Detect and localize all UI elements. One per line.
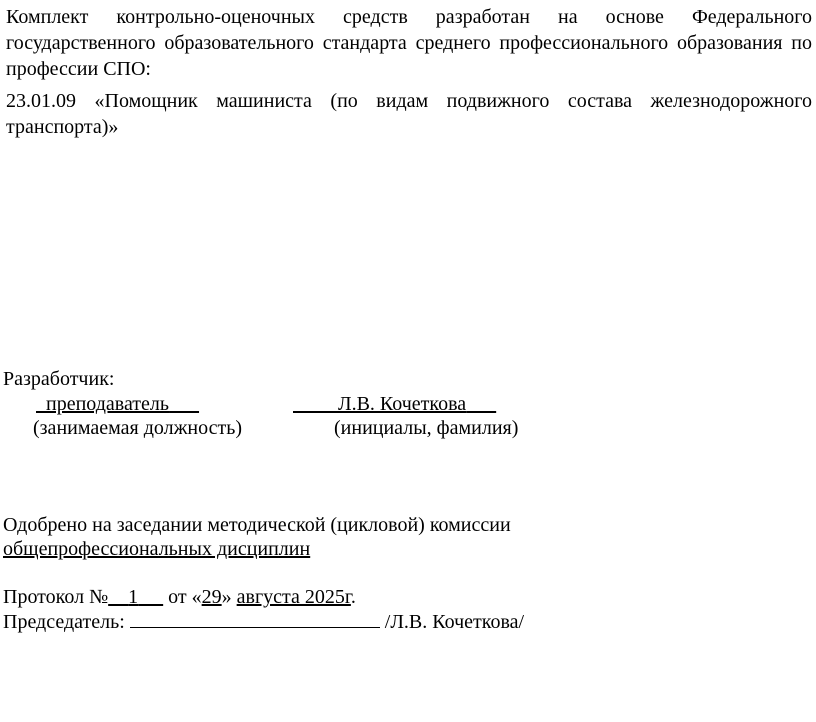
protocol-from-label: от « bbox=[168, 586, 202, 608]
commission-name: общепрофессиональных дисциплин bbox=[3, 538, 311, 560]
protocol-month-year: августа 2025г bbox=[236, 586, 351, 608]
position-caption: (занимаемая должность) bbox=[33, 417, 243, 439]
developer-position-line bbox=[36, 392, 199, 416]
developer-label: Разработчик: bbox=[3, 368, 115, 390]
developer-name-value: Л.В. Кочеткова bbox=[338, 393, 467, 415]
intro-paragraph: Комплект контрольно-оценочных средств разработан на основе Федерального государственного образовательного стандарта среднего профессионального образования по профессии СПО: bbox=[6, 6, 812, 80]
name-caption: (инициалы, фамилия) bbox=[334, 417, 519, 439]
developer-position-value: преподаватель bbox=[46, 393, 170, 415]
protocol-label: Протокол № bbox=[3, 586, 109, 608]
approval-text: Одобрено на заседании методической (цикловой) комиссии bbox=[3, 514, 511, 536]
protocol-line bbox=[3, 585, 356, 609]
chairman-label: Председатель: bbox=[3, 611, 125, 633]
chairman-line bbox=[3, 609, 524, 634]
profession-paragraph: 23.01.09 «Помощник машиниста (по видам подвижного состава железнодорожного транспорта)» bbox=[6, 90, 812, 138]
protocol-day-close: » bbox=[221, 586, 232, 608]
developer-name-line bbox=[293, 392, 496, 416]
protocol-number: 1 bbox=[128, 586, 139, 608]
protocol-day: 29 bbox=[201, 586, 222, 608]
chairman-name: /Л.В. Кочеткова/ bbox=[384, 611, 525, 633]
protocol-dot: . bbox=[350, 586, 356, 608]
chairman-signature-blank bbox=[130, 609, 380, 628]
